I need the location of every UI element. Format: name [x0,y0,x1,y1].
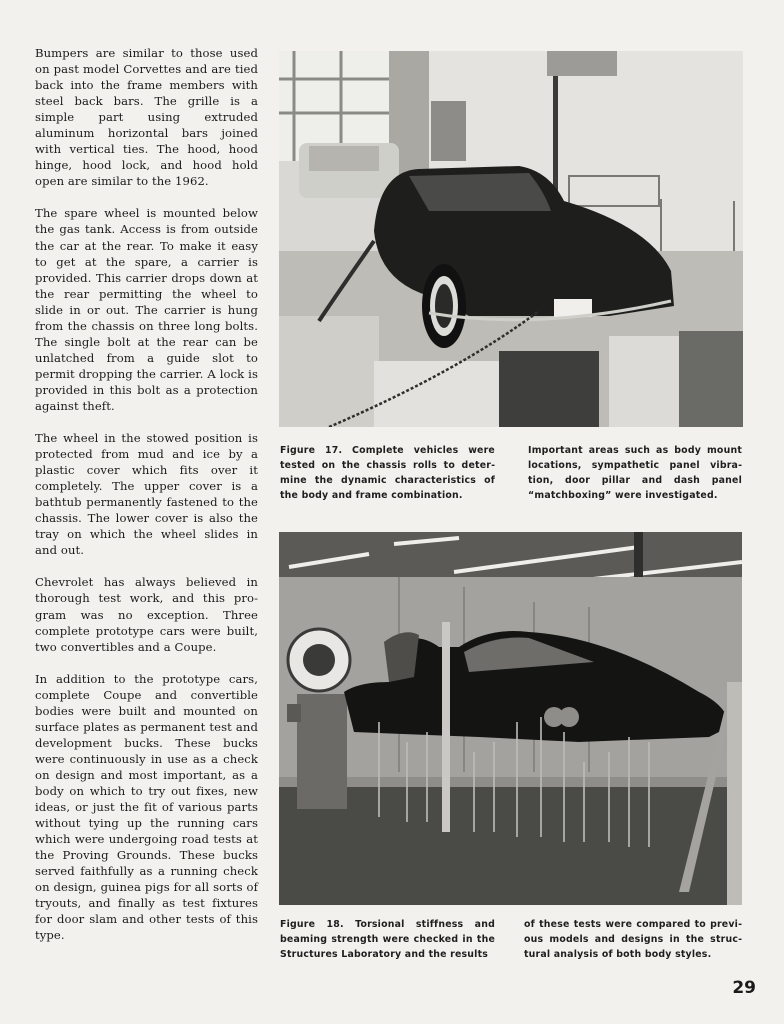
figure-18-caption-right: of these tests were compared to previous models and designs in the structural analysis of both body styles. [524,919,742,960]
paragraph-test-bucks: In addition to the prototype cars, complete Coupe and convertible bodies were built and mounted on surface plates as permanent test and development bucks. These bucks were continuously in use as a check on design and most important, as a body on which to try out fixes, new ideas, or just the fit of various parts without tying up the running cars which were undergoing road tests at the Proving Grounds. These bucks served faithfully as a running check on design, guinea pigs for all sorts of tryouts, and finally as test fixtures for door slam and other tests of this type. [35,671,258,943]
body-buck-structures-lab-image [279,532,742,905]
paragraph-test-work: Chevrolet has always believed in thorough test work, and this program was no exception. Three complete prototype cars were built, two convertibles and a Coupe. [35,575,258,654]
body-text-column [35,45,258,959]
figure-18-photo [279,532,742,905]
figure-18-caption-left: Figure 18. Torsional stiffness and beaming strength were checked in the Structures Laboratory and the results [280,919,495,960]
car-on-chassis-rolls-image [279,51,743,427]
figure-17-photo [279,51,743,427]
paragraph-wheel-cover: The wheel in the stowed position is protected from mud and ice by a plastic cover which fits over it completely. The upper cover is a bathtub permanently fastened to the chassis. The lower cover is also the tray on which the wheel slides in and out. [35,431,258,558]
figure-17-caption-left: Figure 17. Complete vehicles were tested on the chassis rolls to determine the dynamic characteristics of the body and frame combination. [280,445,495,501]
page-number: 29 [732,978,756,998]
figure-17-caption-right: Important areas such as body mount locations, sympathetic panel vibration, door pillar and dash panel “matchboxing” were investigated. [528,445,742,501]
paragraph-bumpers: Bumpers are similar to those used on past model Corvettes and are tied back into the frame members with steel back bars. The grille is a simple part using extruded aluminum horizontal bars joined with vertical ties. The hood, hood hinge, hood lock, and hood hold open are similar to the 1962. [35,46,258,189]
paragraph-spare-wheel: The spare wheel is mounted below the gas tank. Access is from outside the car at the rear. To make it easy to get at the spare, a carrier is provided. This carrier drops down at the rear permitting the wheel to slide in or out. The carrier is hung from the chassis on three long bolts. The single bolt at the rear can be unlatched from a guide slot to permit dropping the carrier. A lock is provided in this bolt as a protection against theft. [35,206,258,413]
